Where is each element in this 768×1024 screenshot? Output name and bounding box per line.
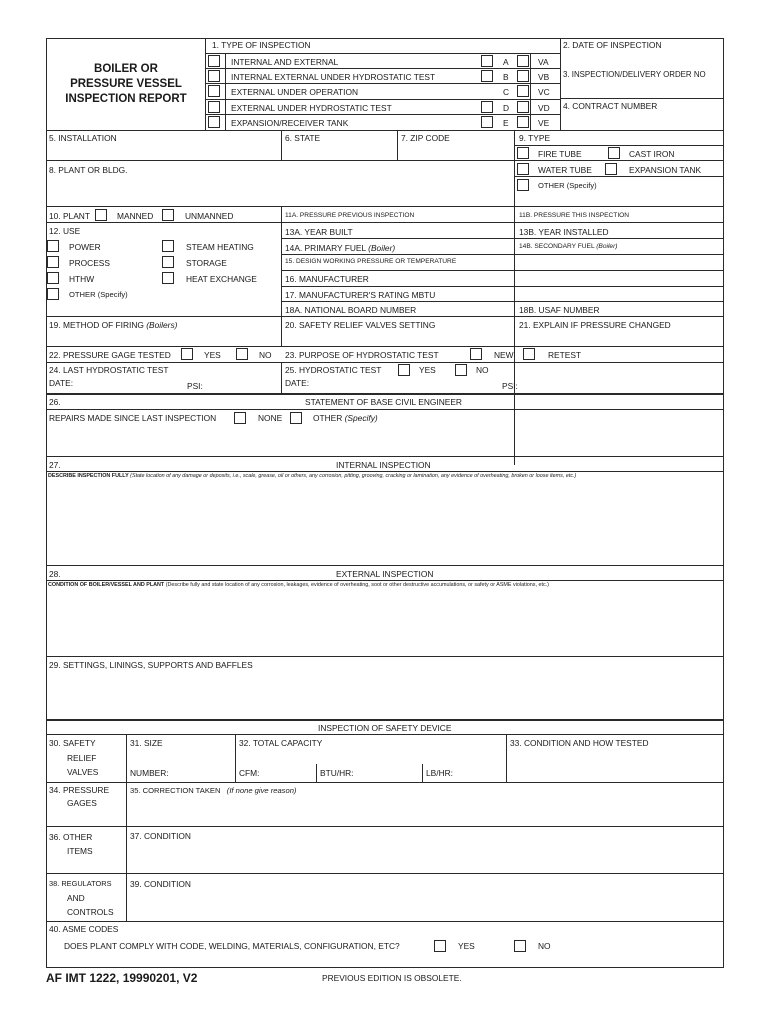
external-inspection-textarea[interactable]: [48, 600, 722, 654]
type-a-box[interactable]: [481, 55, 493, 67]
unmanned-label: UNMANNED: [185, 211, 234, 221]
type-a-checkbox[interactable]: [208, 55, 220, 67]
regulators-and-label: AND: [67, 893, 85, 903]
type-e-text: EXPANSION/RECEIVER TANK: [231, 118, 349, 128]
internal-inspection-textarea[interactable]: [48, 490, 722, 562]
type-b-box[interactable]: [481, 70, 493, 82]
safety-device-heading: INSPECTION OF SAFETY DEVICE: [318, 723, 452, 733]
process-label: PROCESS: [69, 258, 110, 268]
btu-field[interactable]: BTU/HR:: [320, 768, 354, 778]
asme-no-checkbox[interactable]: [514, 940, 526, 952]
total-capacity-label: 32. TOTAL CAPACITY: [239, 738, 323, 748]
safety-30-label: 30. SAFETY: [49, 738, 96, 748]
secondary-fuel-note: (Boiler): [596, 243, 618, 250]
last-hydro-date-field[interactable]: DATE:: [49, 378, 74, 388]
pressure-gages-label: GAGES: [67, 798, 97, 808]
repairs-none-checkbox[interactable]: [234, 412, 246, 424]
obsolete-note: PREVIOUS EDITION IS OBSOLETE.: [322, 973, 462, 983]
date-of-inspection-field[interactable]: 2. DATE OF INSPECTION: [563, 40, 662, 50]
heat-exchange-label: HEAT EXCHANGE: [186, 274, 257, 284]
purpose-new-checkbox[interactable]: [470, 348, 482, 360]
secondary-fuel-field[interactable]: [519, 243, 617, 250]
repairs-textarea[interactable]: [48, 426, 722, 454]
form-border-top: [46, 38, 723, 39]
regulators-38-label: 38. REGULATORS: [49, 879, 112, 888]
use-other-label: OTHER (Specify): [69, 290, 128, 299]
other-items-label: ITEMS: [67, 846, 93, 856]
type-vb-checkbox[interactable]: [517, 70, 529, 82]
fire-tube-label: FIRE TUBE: [538, 149, 582, 159]
firing-method-field[interactable]: [49, 320, 177, 330]
section-28-heading: EXTERNAL INSPECTION: [336, 569, 434, 579]
type-vd-checkbox[interactable]: [517, 101, 529, 113]
steam-heating-checkbox[interactable]: [162, 240, 174, 252]
internal-instructions-italic: (State location of any damage or deposits, i.e., scale, grease, oil or others, any corrosion, pitting, grooving, cracking or lamination, any evidence of overheating, broken or loose items, etc.): [130, 473, 577, 479]
unmanned-checkbox[interactable]: [162, 209, 174, 221]
contract-number-field[interactable]: 4. CONTRACT NUMBER: [563, 101, 658, 111]
type-a-letter: A: [503, 57, 509, 67]
form-border-bottom: [46, 967, 724, 968]
external-instructions-text: (Describe fully and state location of any corrosion, leakages, evidence of overheating, soot or other destructive accumulations, or safety or ASME violations, etc.): [165, 582, 549, 588]
type-b-code: VB: [538, 72, 550, 82]
purpose-retest-checkbox[interactable]: [523, 348, 535, 360]
type-d-text: EXTERNAL UNDER HYDROSTATIC TEST: [231, 103, 392, 113]
primary-fuel-field[interactable]: [285, 243, 395, 253]
power-label: POWER: [69, 242, 101, 252]
settings-linings-field[interactable]: 29. SETTINGS, LININGS, SUPPORTS AND BAFFLES: [49, 660, 253, 670]
repairs-none-label: NONE: [258, 413, 283, 423]
last-hydro-label: 24. LAST HYDROSTATIC TEST: [49, 365, 169, 375]
zip-field[interactable]: 7. ZIP CODE: [401, 133, 450, 143]
type-e-letter: E: [503, 118, 509, 128]
type-b-letter: B: [503, 72, 509, 82]
order-no-field[interactable]: 3. INSPECTION/DELIVERY ORDER NO: [563, 70, 706, 79]
type-ve-checkbox[interactable]: [517, 116, 529, 128]
form-title-line-1: BOILER OR: [94, 63, 158, 75]
gage-no-label: NO: [259, 350, 272, 360]
section-26-heading: STATEMENT OF BASE CIVIL ENGINEER: [305, 397, 462, 407]
hydro-purpose-label: 23. PURPOSE OF HYDROSTATIC TEST: [285, 350, 439, 360]
asme-codes-label: 40. ASME CODES: [49, 924, 119, 934]
pressure-34-label: 34. PRESSURE: [49, 785, 110, 795]
type-d-box[interactable]: [481, 101, 493, 113]
type-c-letter: C: [503, 87, 510, 97]
water-tube-label: WATER TUBE: [538, 165, 592, 175]
plant-label: 10. PLANT: [49, 211, 90, 221]
condition-tested-field[interactable]: 33. CONDITION AND HOW TESTED: [510, 738, 649, 748]
type-c-code: VC: [538, 87, 550, 97]
purpose-new-label: NEW: [494, 350, 514, 360]
gage-yes-label: YES: [204, 350, 221, 360]
safety-valves-label: VALVES: [67, 767, 99, 777]
external-instructions: [48, 581, 720, 589]
steam-heating-label: STEAM HEATING: [186, 242, 254, 252]
hthw-checkbox[interactable]: [47, 272, 59, 284]
lb-field[interactable]: LB/HR:: [426, 768, 453, 778]
primary-fuel-note: (Boiler): [368, 243, 396, 253]
manufacturer-field[interactable]: 16. MANUFACTURER: [285, 274, 369, 284]
pressure-previous-field[interactable]: 11A. PRESSURE PREVIOUS INSPECTION: [285, 212, 415, 219]
internal-instructions-bold: DESCRIBE INSPECTION FULLY: [48, 473, 129, 479]
expansion-tank-label: EXPANSION TANK: [629, 165, 702, 175]
form-title-line-3: INSPECTION REPORT: [65, 93, 187, 105]
type-9-label: 9. TYPE: [519, 133, 551, 143]
fire-tube-checkbox[interactable]: [517, 147, 529, 159]
size-number-field[interactable]: NUMBER:: [130, 768, 169, 778]
type-b-text: INTERNAL EXTERNAL UNDER HYDROSTATIC TEST: [231, 72, 436, 82]
repairs-label: REPAIRS MADE SINCE LAST INSPECTION: [49, 413, 217, 423]
type-d-checkbox[interactable]: [208, 101, 220, 113]
condition-39-field[interactable]: 39. CONDITION: [130, 879, 191, 889]
board-number-field[interactable]: 18A. NATIONAL BOARD NUMBER: [285, 305, 417, 315]
hthw-label: HTHW: [69, 274, 95, 284]
section-26-number: 26.: [49, 397, 61, 407]
hydro-yes-label: YES: [419, 365, 436, 375]
other-36-label: 36. OTHER: [49, 832, 93, 842]
gage-tested-label: 22. PRESSURE GAGE TESTED: [49, 350, 171, 360]
type-b-checkbox[interactable]: [208, 70, 220, 82]
installation-field[interactable]: 5. INSTALLATION: [49, 133, 117, 143]
repairs-other-text: OTHER: [313, 413, 343, 423]
section-28-number: 28.: [49, 569, 61, 579]
use-label: 12. USE: [49, 226, 81, 236]
external-instructions-bold: CONDITION OF BOILER/VESSEL AND PLANT: [48, 582, 165, 588]
year-installed-field[interactable]: 13B. YEAR INSTALLED: [519, 227, 609, 237]
type-d-code: VD: [538, 103, 550, 113]
secondary-fuel-label: 14B. SECONDARY FUEL: [519, 243, 595, 250]
form-border-left: [46, 38, 47, 968]
firing-method-note: (Boilers): [146, 320, 178, 330]
cast-iron-checkbox[interactable]: [608, 147, 620, 159]
relief-valves-setting-field[interactable]: 20. SAFETY RELIEF VALVES SETTING: [285, 320, 436, 330]
asme-yes-checkbox[interactable]: [434, 940, 446, 952]
form-border-right: [723, 38, 724, 968]
correction-taken-note: (If none give reason): [226, 786, 297, 795]
correction-taken-field[interactable]: [130, 786, 296, 796]
type-c-checkbox[interactable]: [208, 85, 220, 97]
plant-bldg-field[interactable]: 8. PLANT OR BLDG.: [49, 165, 128, 175]
asme-no-label: NO: [538, 941, 551, 951]
size-label: 31. SIZE: [130, 738, 163, 748]
storage-checkbox[interactable]: [162, 256, 174, 268]
asme-yes-label: YES: [458, 941, 475, 951]
repairs-other-checkbox[interactable]: [290, 412, 302, 424]
type-c-text: EXTERNAL UNDER OPERATION: [231, 87, 359, 97]
type-vc-checkbox[interactable]: [517, 85, 529, 97]
heat-exchange-checkbox[interactable]: [162, 272, 174, 284]
section-27-heading: INTERNAL INSPECTION: [336, 460, 431, 470]
internal-instructions: [48, 472, 720, 480]
regulators-controls-label: CONTROLS: [67, 907, 114, 917]
expansion-tank-checkbox[interactable]: [605, 163, 617, 175]
type-of-inspection-label: 1. TYPE OF INSPECTION: [212, 40, 311, 50]
process-checkbox[interactable]: [47, 256, 59, 268]
type-a-code: VA: [538, 57, 549, 67]
cfm-field[interactable]: CFM:: [239, 768, 260, 778]
purpose-retest-label: RETEST: [548, 350, 582, 360]
gage-no-checkbox[interactable]: [236, 348, 248, 360]
type-a-text: INTERNAL AND EXTERNAL: [231, 57, 339, 67]
storage-label: STORAGE: [186, 258, 227, 268]
type-other-label: OTHER (Specify): [538, 181, 597, 190]
hydro-yes-checkbox[interactable]: [398, 364, 410, 376]
type-e-code: VE: [538, 118, 550, 128]
asme-question: DOES PLANT COMPLY WITH CODE, WELDING, MATERIALS, CONFIGURATION, ETC?: [64, 941, 400, 951]
section-27-number: 27.: [49, 460, 61, 470]
form-number: AF IMT 1222, 19990201, V2: [46, 971, 198, 985]
primary-fuel-label: 14A. PRIMARY FUEL: [285, 243, 366, 253]
usaf-number-field[interactable]: 18B. USAF NUMBER: [519, 305, 600, 315]
correction-taken-label: 35. CORRECTION TAKEN: [130, 786, 221, 795]
power-checkbox[interactable]: [47, 240, 59, 252]
repairs-other-note: (Specify): [344, 413, 378, 423]
pressure-this-field[interactable]: 11B. PRESSURE THIS INSPECTION: [519, 212, 630, 219]
year-built-field[interactable]: 13A. YEAR BUILT: [285, 227, 353, 237]
firing-method-label: 19. METHOD OF FIRING: [49, 320, 144, 330]
type-d-letter: D: [503, 103, 510, 113]
safety-relief-label: RELIEF: [67, 753, 97, 763]
condition-37-field[interactable]: 37. CONDITION: [130, 831, 191, 841]
cast-iron-label: CAST IRON: [629, 149, 675, 159]
hydro-no-checkbox[interactable]: [455, 364, 467, 376]
form-title-line-2: PRESSURE VESSEL: [70, 78, 182, 90]
hydro-25-label: 25. HYDROSTATIC TEST: [285, 365, 382, 375]
hydro-no-label: NO: [476, 365, 489, 375]
hydro-psi-field[interactable]: PSI:: [502, 381, 518, 391]
explain-pressure-field[interactable]: 21. EXPLAIN IF PRESSURE CHANGED: [519, 320, 671, 330]
last-hydro-psi-field[interactable]: PSI:: [187, 381, 203, 391]
use-other-checkbox[interactable]: [47, 288, 59, 300]
type-other-checkbox[interactable]: [517, 179, 529, 191]
rating-field[interactable]: 17. MANUFACTURER'S RATING MBTU: [285, 290, 436, 300]
hydro-date-field[interactable]: DATE:: [285, 378, 310, 388]
gage-yes-checkbox[interactable]: [181, 348, 193, 360]
manned-label: MANNED: [117, 211, 154, 221]
state-field[interactable]: 6. STATE: [285, 133, 321, 143]
manned-checkbox[interactable]: [95, 209, 107, 221]
water-tube-checkbox[interactable]: [517, 163, 529, 175]
type-e-checkbox[interactable]: [208, 116, 220, 128]
design-pressure-field[interactable]: 15. DESIGN WORKING PRESSURE OR TEMPERATURE: [285, 258, 457, 265]
type-e-box[interactable]: [481, 116, 493, 128]
type-va-checkbox[interactable]: [517, 55, 529, 67]
repairs-other-label: [313, 413, 378, 423]
